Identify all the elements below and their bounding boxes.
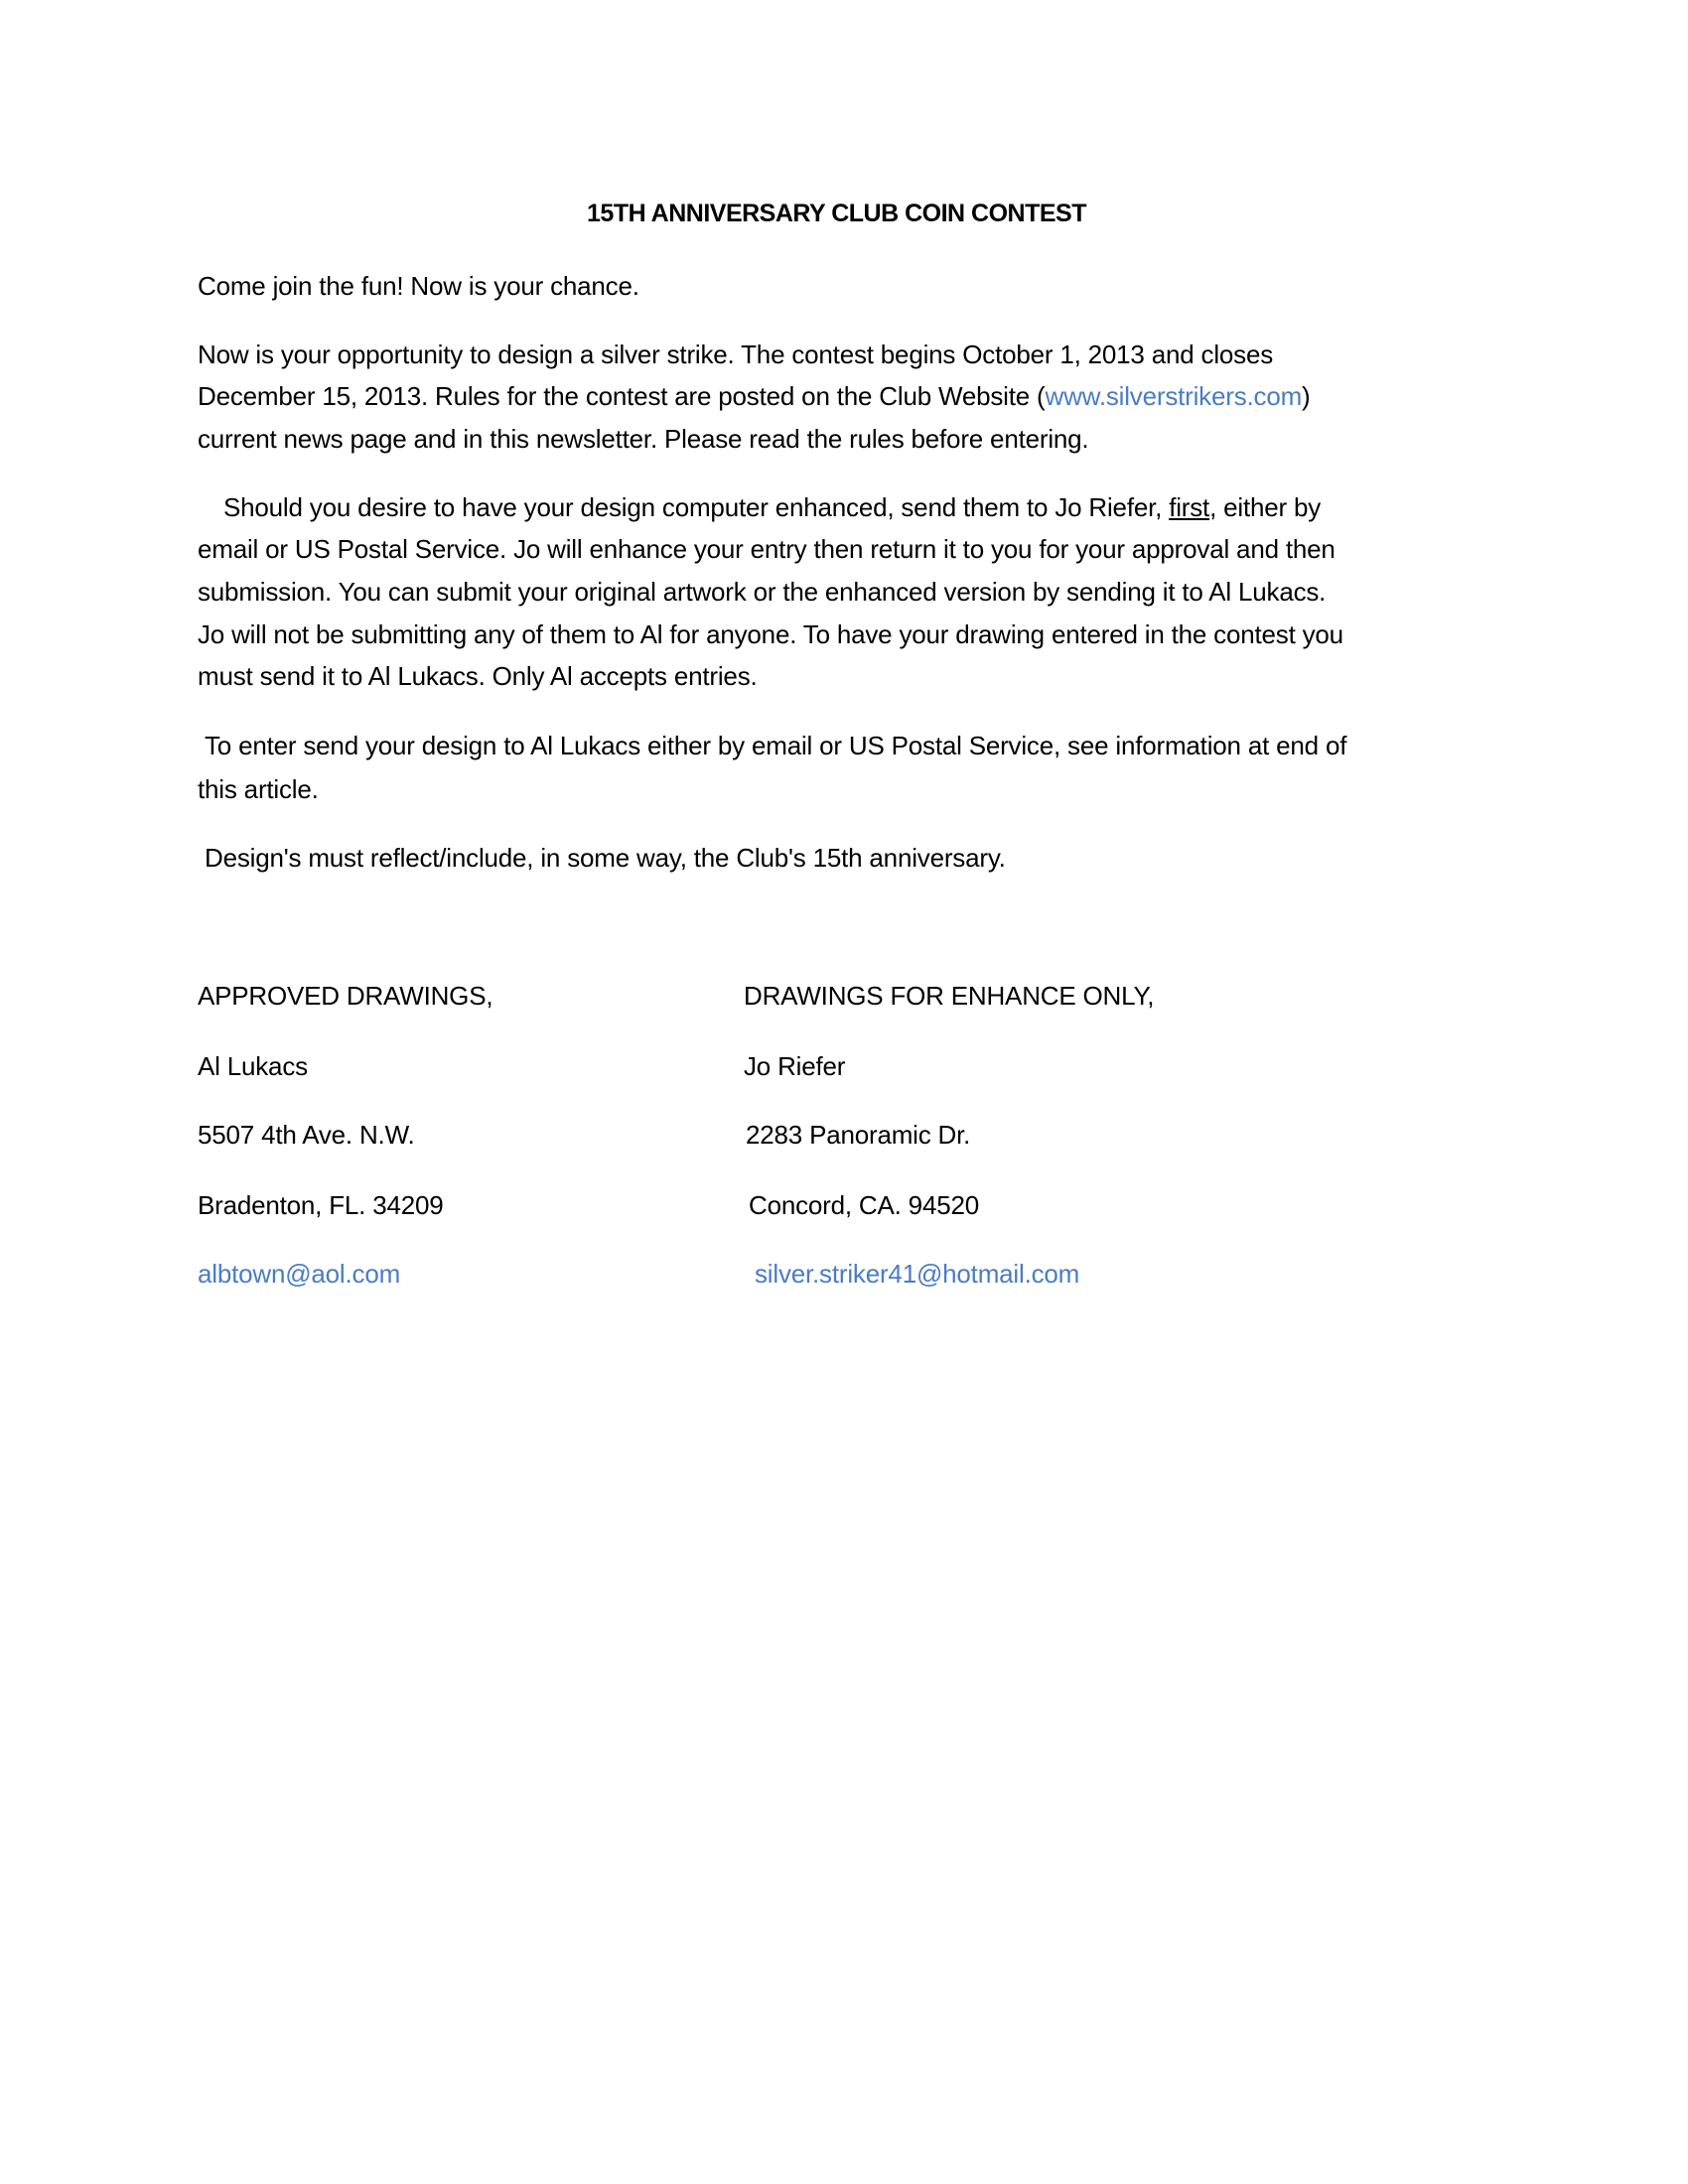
contact-heading-approved: APPROVED DRAWINGS, <box>198 981 493 1011</box>
p3-line1 <box>223 491 1321 523</box>
p2-line2-pre: December 15, 2013. Rules for the contest are posted on the Club Website ( <box>198 381 1046 411</box>
contact-street-approved: 5507 4th Ave. N.W. <box>198 1120 415 1150</box>
email-link-enhance[interactable]: silver.striker41@hotmail.com <box>755 1259 1080 1289</box>
p4-line2: this article. <box>198 774 319 804</box>
p2-line2-post: ) <box>1302 381 1311 411</box>
email-link-approved[interactable]: albtown@aol.com <box>198 1259 401 1289</box>
contact-name-enhance: Jo Riefer <box>744 1051 846 1081</box>
p4-line1: To enter send your design to Al Lukacs either by email or US Postal Service, see information at end of <box>205 731 1347 760</box>
p2-line3: current news page and in this newsletter. Please read the rules before entering. <box>198 424 1089 454</box>
p3-line1-post: , either by <box>1209 492 1322 522</box>
p3-line1-pre: Should you desire to have your design computer enhanced, send them to Jo Riefer, <box>223 492 1170 522</box>
p2-line1: Now is your opportunity to design a silver strike. The contest begins October 1, 2013 and closes <box>198 340 1274 369</box>
p2-line2 <box>198 380 1311 412</box>
p3-line3: submission. You can submit your original artwork or the enhanced version by sending it to Al Lukacs. <box>198 577 1327 607</box>
website-link[interactable]: www.silverstrikers.com <box>1045 381 1303 411</box>
p5-text: Design's must reflect/include, in some way, the Club's 15th anniversary. <box>205 843 1006 873</box>
contact-city-enhance: Concord, CA. 94520 <box>749 1190 979 1220</box>
contact-name-approved: Al Lukacs <box>198 1051 308 1081</box>
contact-street-enhance: 2283 Panoramic Dr. <box>746 1120 971 1150</box>
p3-line4: Jo will not be submitting any of them to Al for anyone. To have your drawing entered in the contest you <box>198 619 1343 649</box>
p3-line2: email or US Postal Service. Jo will enhance your entry then return it to you for your approval and then <box>198 534 1336 564</box>
contact-heading-enhance: DRAWINGS FOR ENHANCE ONLY, <box>744 981 1155 1011</box>
p3-line5: must send it to Al Lukacs. Only Al accepts entries. <box>198 661 758 691</box>
intro-text: Come join the fun! Now is your chance. <box>198 271 639 301</box>
page-title: 15TH ANNIVERSARY CLUB COIN CONTEST <box>587 200 1086 227</box>
p3-emphasis: first <box>1169 492 1210 522</box>
contact-city-approved: Bradenton, FL. 34209 <box>198 1190 444 1220</box>
